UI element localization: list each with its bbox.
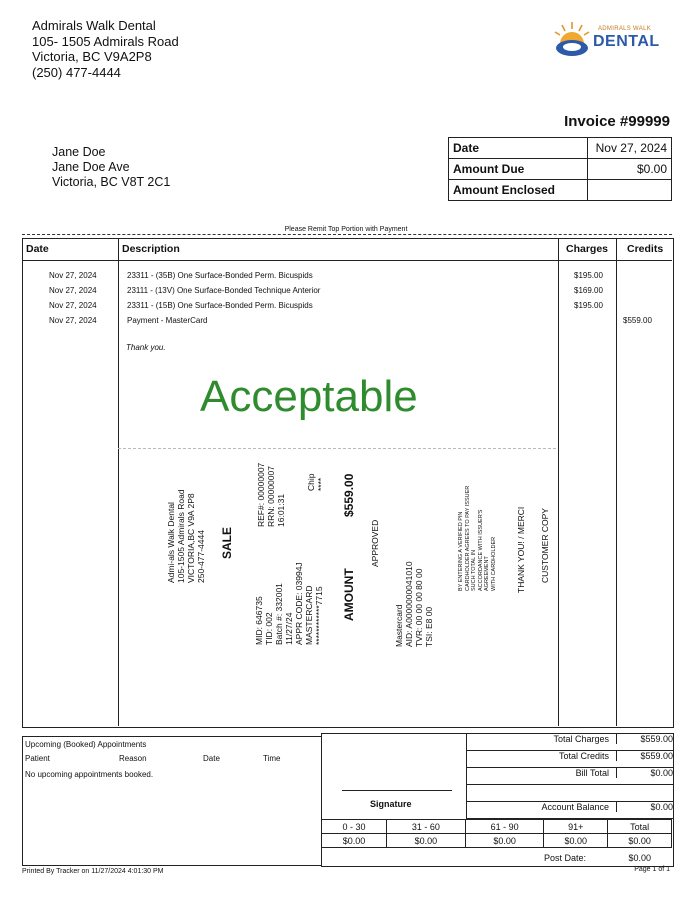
summary-row	[449, 180, 672, 201]
total-value: $0.00	[616, 768, 673, 778]
appointments-title: Upcoming (Booked) Appointments	[25, 740, 147, 749]
aging-value: $0.00	[544, 834, 608, 848]
receipt-amount-label: AMOUNT	[342, 568, 356, 621]
clinic-phone: (250) 477-4444	[32, 64, 121, 80]
patient-street: Jane Doe Ave	[52, 160, 130, 174]
total-row	[466, 734, 673, 751]
clinic-name: Admirals Walk Dental	[32, 18, 156, 33]
aging-value: $0.00	[322, 834, 387, 848]
receipt-sale: SALE	[220, 526, 234, 559]
item-description: 23311 - (15B) One Surface-Bonded Perm. Bicuspids	[127, 301, 313, 310]
summary-value: $0.00	[588, 159, 672, 180]
total-row	[466, 802, 673, 819]
aging-value: $0.00	[465, 834, 544, 848]
logo-tagline: ADMIRALS WALK	[598, 26, 652, 32]
summary-label: Amount Enclosed	[449, 180, 588, 201]
patient-city: Victoria, BC V8T 2C1	[52, 175, 171, 189]
summary-row	[449, 159, 672, 180]
page-number: Page 1 of 1	[634, 866, 670, 873]
amount-enclosed-field[interactable]	[588, 180, 672, 201]
receipt-thank-you: THANK YOU! / MERCI	[516, 506, 526, 593]
aging-header: 31 - 60	[387, 820, 466, 834]
invoice-summary-table	[448, 137, 672, 201]
item-date: Nov 27, 2024	[49, 301, 97, 310]
patient-address-block	[52, 145, 170, 190]
item-description: Payment - MasterCard	[127, 316, 208, 325]
sun-anchor-icon	[548, 18, 596, 60]
item-description: 23111 - (13V) One Surface-Bonded Technique Anterior	[127, 286, 321, 295]
appointments-col-date: Date	[203, 754, 220, 763]
aging-header-row	[322, 820, 672, 834]
column-divider	[558, 238, 559, 726]
receipt-merchant: Admi-als Walk Dental 105-1505 Admirals Road VICTORIA,BC V9A 2P8 250-477-4444	[166, 489, 206, 583]
header-charges: Charges	[566, 243, 609, 255]
total-row	[466, 785, 673, 802]
total-row	[466, 751, 673, 768]
total-value: $0.00	[616, 802, 673, 812]
clinic-address-line2: Victoria, BC V9A2P8	[32, 49, 152, 64]
appointments-col-patient: Patient	[25, 754, 50, 763]
patient-name: Jane Doe	[52, 145, 106, 159]
item-date: Nov 27, 2024	[49, 286, 97, 295]
aging-header: 91+	[544, 820, 608, 834]
aging-table	[321, 819, 672, 848]
aging-value: $0.00	[387, 834, 466, 848]
appointments-empty-message: No upcoming appointments booked.	[25, 770, 154, 779]
clinic-address-line1: 105- 1505 Admirals Road	[32, 33, 179, 49]
thank-you-note: Thank you.	[126, 343, 166, 352]
receipt-entry-mode: Chip ****	[306, 473, 326, 491]
aging-header: Total	[608, 820, 672, 834]
total-label: Account Balance	[541, 802, 609, 812]
header-credits: Credits	[627, 243, 664, 255]
column-divider	[616, 238, 617, 726]
item-charge: $169.00	[574, 286, 603, 295]
signature-line[interactable]	[342, 790, 452, 791]
summary-label: Date	[449, 138, 588, 159]
receipt-reference: REF#: 00000007 RRN: 00000007 16:01:31	[256, 462, 286, 527]
receipt-cardholder-agreement: BY ENTERING A VERIFIED PIN CARDHOLDER AGREES TO PAY ISSUER SUCH TOTAL IN ACCORDANCE WITH ISSUER'S AGREEMENT WITH CARDHOLDER	[458, 485, 497, 591]
item-charge: $195.00	[574, 271, 603, 280]
receipt-customer-copy: CUSTOMER COPY	[540, 508, 550, 583]
receipt-terminal-info: MID: 646735 TID: 002 Batch #: 332001 11/27/24 APPR CODE: 03994J MASTERCARD ************7715	[254, 562, 324, 645]
summary-label: Amount Due	[449, 159, 588, 180]
signature-label: Signature	[370, 799, 412, 809]
appointments-col-time: Time	[263, 754, 281, 763]
item-description: 23311 - (35B) One Surface-Bonded Perm. Bicuspids	[127, 271, 313, 280]
header-description: Description	[122, 243, 180, 255]
payment-receipt	[118, 448, 556, 669]
remit-instruction: Please Remit Top Portion with Payment	[284, 226, 408, 233]
aging-value: $0.00	[608, 834, 672, 848]
total-label: Bill Total	[575, 768, 609, 778]
aging-value-row	[322, 834, 672, 848]
logo-wordmark: DENTAL	[593, 33, 660, 50]
remit-divider	[22, 234, 672, 235]
total-row	[466, 768, 673, 785]
aging-header: 0 - 30	[322, 820, 387, 834]
invoice-number: Invoice #99999	[564, 113, 670, 130]
item-date: Nov 27, 2024	[49, 271, 97, 280]
acceptable-stamp: Acceptable	[200, 372, 418, 421]
total-label: Total Charges	[553, 734, 609, 744]
summary-value: Nov 27, 2024	[588, 138, 672, 159]
post-date-label: Post Date:	[544, 853, 587, 863]
appointments-col-reason: Reason	[119, 754, 147, 763]
item-date: Nov 27, 2024	[49, 316, 97, 325]
item-charge: $195.00	[574, 301, 603, 310]
total-label: Total Credits	[558, 751, 609, 761]
total-value: $559.00	[616, 751, 673, 761]
total-value: $559.00	[616, 734, 673, 744]
clinic-logo	[548, 18, 658, 60]
printed-by-footer: Printed By Tracker on 11/27/2024 4:01:30 PM	[22, 868, 164, 875]
receipt-card-details: Mastercard AID: A0000000041010 TVR: 00 00 00 80 00 TSI: E8 00	[394, 561, 434, 647]
item-credit: $559.00	[623, 316, 652, 325]
header-date: Date	[26, 243, 49, 255]
clinic-address-block	[32, 18, 179, 80]
post-date-value: $0.00	[628, 853, 651, 863]
receipt-amount: $559.00	[342, 473, 356, 517]
aging-header: 61 - 90	[465, 820, 544, 834]
summary-row	[449, 138, 672, 159]
receipt-approved: APPROVED	[370, 519, 380, 567]
appointments-panel	[22, 736, 322, 866]
